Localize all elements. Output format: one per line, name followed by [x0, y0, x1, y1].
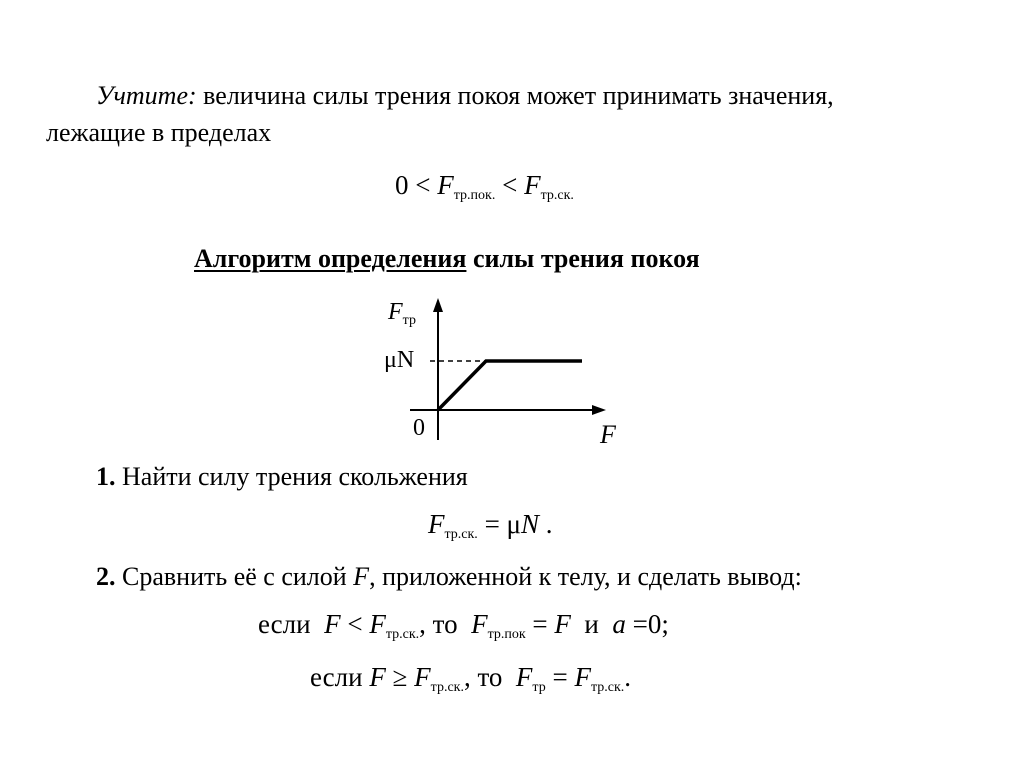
- origin-label: 0: [413, 415, 425, 441]
- x-axis-label: F: [600, 420, 616, 449]
- y-axis-label: [388, 299, 416, 328]
- case-2: [310, 662, 632, 695]
- ineq-zero: 0: [395, 170, 409, 200]
- y-tick-mu-n: [384, 348, 414, 372]
- c1-then: , то: [419, 609, 458, 639]
- step-2-number: 2.: [96, 562, 116, 591]
- y-axis-arrow: [433, 298, 443, 312]
- c1-sub2: тр.ск.: [385, 627, 420, 642]
- c1-eq2: =: [632, 609, 648, 639]
- c1-lt: <: [347, 609, 363, 639]
- c1-zero: 0: [647, 609, 662, 639]
- step-2-F: F: [353, 562, 370, 591]
- c1-a: a: [612, 609, 626, 639]
- f1-N: N: [521, 509, 540, 539]
- c2-F2: F: [414, 662, 431, 692]
- c2-F3: F: [515, 662, 533, 692]
- heading-underlined: Алгоритм определения: [194, 244, 467, 273]
- c2-sub4: тр.ск.: [590, 680, 625, 695]
- f1-mu: μ: [506, 509, 522, 539]
- friction-series: [438, 361, 582, 410]
- c1-eq: =: [532, 609, 548, 639]
- section-heading: [194, 246, 700, 272]
- case-1: [258, 609, 669, 642]
- ineq-F1: F: [437, 170, 454, 200]
- ineq-lt-1: <: [415, 170, 431, 200]
- y-label-sub: тр: [402, 313, 416, 328]
- c1-F2: F: [369, 609, 386, 639]
- c2-end: .: [624, 662, 632, 692]
- f1-sub: тр.ск.: [444, 527, 478, 542]
- c2-then: , то: [463, 662, 503, 692]
- step-1-number: 1.: [96, 462, 116, 491]
- step-1-formula: [428, 509, 553, 542]
- inequality-formula: [395, 170, 574, 203]
- ineq-sub-2: тр.ск.: [540, 188, 574, 203]
- c2-sub2: тр.ск.: [430, 680, 464, 695]
- note-text-2: лежащие в пределах: [46, 118, 272, 147]
- c2-ge: ≥: [392, 662, 408, 692]
- step-1-text: Найти силу трения скольжения: [115, 462, 468, 491]
- c2-F4: F: [574, 662, 591, 692]
- c1-F4: F: [554, 609, 571, 639]
- c1-if: если: [258, 609, 311, 639]
- step-2: [96, 564, 802, 590]
- friction-chart: [370, 290, 630, 450]
- step-2-text-a: Сравнить её с силой: [115, 562, 354, 591]
- ineq-sub-1: тр.пок.: [453, 188, 496, 203]
- c1-sub3: тр.пок: [487, 627, 526, 642]
- step-1: [96, 464, 468, 490]
- note-line-1: [96, 83, 834, 109]
- note-text: величина силы трения покоя может принимать значения,: [196, 81, 834, 110]
- c2-F: F: [369, 662, 386, 692]
- friction-curve: [438, 361, 582, 410]
- c1-end: ;: [661, 609, 669, 639]
- step-2-text-b: , приложенной к телу, и сделать вывод:: [369, 562, 802, 591]
- note-line-2: [46, 120, 271, 146]
- c1-F: F: [324, 609, 341, 639]
- c1-and: и: [584, 609, 599, 639]
- mu-n-text: μN: [384, 347, 415, 373]
- f1-F: F: [428, 509, 445, 539]
- ineq-lt-2: <: [502, 170, 518, 200]
- f1-eq: =: [484, 509, 500, 539]
- note-lead: Учтите:: [96, 81, 197, 110]
- c2-sub3: тр: [532, 680, 546, 695]
- c2-eq: =: [552, 662, 568, 692]
- f1-end: .: [545, 509, 553, 539]
- c2-if: если: [310, 662, 363, 692]
- y-label-F: F: [388, 299, 403, 325]
- c1-F3: F: [471, 609, 488, 639]
- heading-rest: силы трения покоя: [466, 244, 700, 273]
- ineq-F2: F: [524, 170, 541, 200]
- x-axis-arrow: [592, 405, 606, 415]
